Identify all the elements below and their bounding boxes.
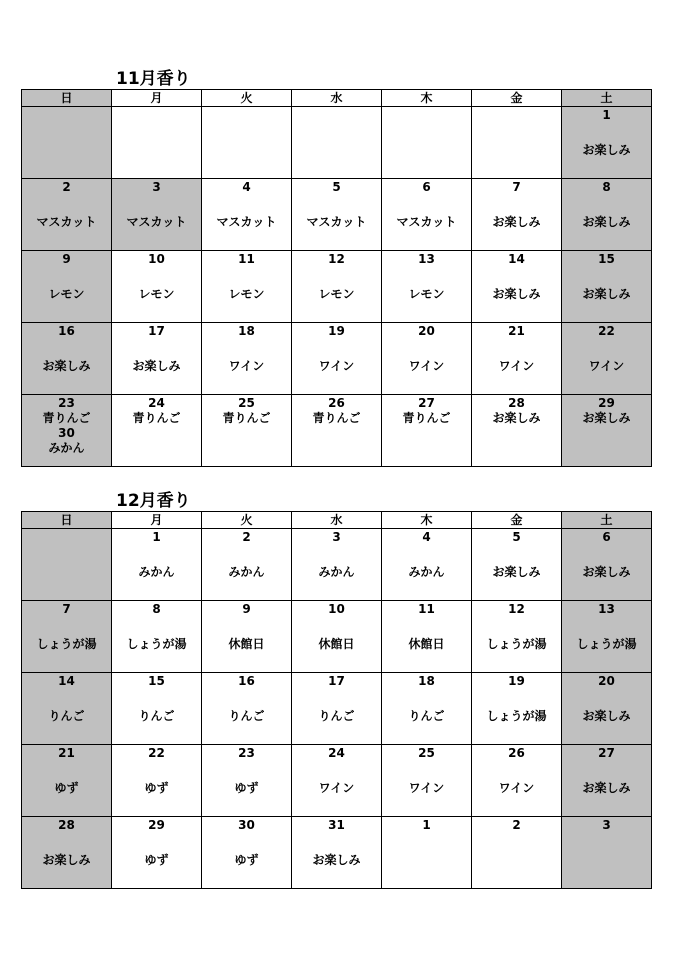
day-cell [112,107,202,179]
day-scent: りんご [228,709,265,723]
day-scent: お楽しみ [582,287,631,301]
day-scent: お楽しみ [42,853,91,867]
week-row [22,395,652,467]
day-scent: 青りんご [402,411,451,425]
day-number: 5 [332,180,341,194]
day-number: 22 [598,324,615,338]
day-scent: みかん [318,565,355,579]
day-number: 9 [62,252,71,266]
day-cell [382,601,472,673]
day-scent: 青りんご [312,411,361,425]
day-cell [112,323,202,395]
day-cell [382,817,472,889]
november-title: 11月香り [116,69,191,89]
december-title: 12月香り [116,491,191,511]
day-number: 9 [242,602,251,616]
day-scent: レモン [228,287,265,301]
day-number: 17 [328,674,345,688]
day-scent: お楽しみ [492,565,541,579]
day-scent: ワイン [498,781,535,795]
day-cell [292,395,382,467]
week-row [22,673,652,745]
day-number: 11 [238,252,255,266]
day-number: 2 [512,818,521,832]
day-cell [22,179,112,251]
day-cell [292,251,382,323]
day-cell [202,395,292,467]
weekday-header-row [22,512,652,529]
day-number: 6 [422,180,431,194]
day-cell [562,745,652,817]
day-number: 23 [238,746,255,760]
day-scent: お楽しみ [582,143,631,157]
day-scent: しょうが湯 [576,637,637,651]
december-calendar [21,511,652,889]
weekday-tue: 火 [202,90,292,107]
day-number: 6 [602,530,611,544]
day-scent: お楽しみ [312,853,361,867]
day-cell [202,323,292,395]
weekday-sat: 土 [562,90,652,107]
day-cell [382,529,472,601]
weekday-sun: 日 [22,512,112,529]
weekday-mon: 月 [112,90,202,107]
day-number: 4 [422,530,431,544]
day-scent: レモン [138,287,175,301]
weekday-sat: 土 [562,512,652,529]
day-number: 20 [418,324,435,338]
day-cell [472,529,562,601]
day-scent: みかん [408,565,445,579]
day-number: 18 [418,674,435,688]
day-scent: りんご [138,709,175,723]
day-cell [382,107,472,179]
day-cell [472,179,562,251]
day-scent: レモン [48,287,85,301]
week-row [22,601,652,673]
day-scent: みかん [138,565,175,579]
weekday-fri: 金 [472,512,562,529]
day-cell [22,323,112,395]
day-number: 8 [152,602,161,616]
day-number: 16 [58,324,75,338]
day-number: 12 [508,602,525,616]
day-cell [22,395,112,467]
day-scent: お楽しみ [132,359,181,373]
day-number: 1 [422,818,431,832]
day-cell [202,529,292,601]
day-scent: ワイン [588,359,625,373]
week-row [22,529,652,601]
day-cell [382,179,472,251]
day-cell [22,107,112,179]
day-scent: レモン [318,287,355,301]
day-number: 2 [62,180,71,194]
day-cell [382,395,472,467]
day-scent: ゆず [234,781,259,795]
day-number: 21 [508,324,525,338]
week-row [22,745,652,817]
week-row [22,251,652,323]
day-scent: しょうが湯 [126,637,187,651]
day-cell [112,601,202,673]
day-cell [382,673,472,745]
day-number: 3 [332,530,341,544]
day-number: 12 [328,252,345,266]
day-cell [292,745,382,817]
weekday-mon: 月 [112,512,202,529]
day-scent: ワイン [318,781,355,795]
day-number: 10 [328,602,345,616]
day-scent: ゆず [144,853,169,867]
day-number: 1 [152,530,161,544]
day-cell [112,529,202,601]
day-number: 14 [508,252,525,266]
day-number: 20 [598,674,615,688]
day-scent: お楽しみ [582,565,631,579]
day-number: 25 [238,396,255,410]
day-scent: お楽しみ [492,215,541,229]
day-scent: レモン [408,287,445,301]
day-scent: お楽しみ [492,287,541,301]
day-number: 19 [328,324,345,338]
day-scent: みかん [228,565,265,579]
day-scent: 青りんご [222,411,271,425]
day-scent: りんご [48,709,85,723]
day-cell [562,107,652,179]
day-cell [22,529,112,601]
day-cell [22,745,112,817]
day-scent: 休館日 [408,637,445,651]
day-scent: マスカット [126,215,187,229]
day-number: 26 [328,396,345,410]
day-number: 14 [58,674,75,688]
day-cell [112,395,202,467]
day-number: 3 [602,818,611,832]
day-scent: 青りんご [42,411,91,425]
day-number: 25 [418,746,435,760]
day-number: 5 [512,530,521,544]
weekday-tue: 火 [202,512,292,529]
day-scent: お楽しみ [582,709,631,723]
day-number: 24 [328,746,345,760]
weekday-fri: 金 [472,90,562,107]
day-number: 11 [418,602,435,616]
day-cell [562,323,652,395]
day-scent: ゆず [144,781,169,795]
day-number: 4 [242,180,251,194]
day-scent: お楽しみ [582,215,631,229]
day-cell [472,323,562,395]
day-cell [112,251,202,323]
day-cell [112,179,202,251]
day-cell [22,817,112,889]
day-cell [22,601,112,673]
day-number: 27 [598,746,615,760]
day-number: 31 [328,818,345,832]
weekday-wed: 水 [292,512,382,529]
day-scent: ワイン [408,781,445,795]
day-number: 29 [598,396,615,410]
day-scent: りんご [408,709,445,723]
day-number: 10 [148,252,165,266]
day-number: 28 [508,396,525,410]
day-scent: しょうが湯 [486,637,547,651]
day-cell [472,395,562,467]
weekday-sun: 日 [22,90,112,107]
day-number: 8 [602,180,611,194]
day-cell [112,817,202,889]
day-number: 19 [508,674,525,688]
day-number: 13 [418,252,435,266]
day-cell [562,601,652,673]
day-cell [562,529,652,601]
day-cell [112,745,202,817]
day-cell [292,673,382,745]
day-scent: りんご [318,709,355,723]
day-cell [562,251,652,323]
week-row [22,323,652,395]
day-number: 15 [598,252,615,266]
day-scent: マスカット [36,215,97,229]
day-scent: みかん [48,441,85,455]
day-cell [562,817,652,889]
day-cell [562,673,652,745]
day-scent: マスカット [396,215,457,229]
day-scent: お楽しみ [492,411,541,425]
day-cell [472,601,562,673]
weekday-header-row [22,90,652,107]
day-cell [202,107,292,179]
november-calendar [21,89,652,467]
day-number: 28 [58,818,75,832]
day-number: 7 [62,602,71,616]
day-cell [472,745,562,817]
day-cell [292,601,382,673]
day-cell [472,107,562,179]
day-cell [22,673,112,745]
day-number: 27 [418,396,435,410]
day-cell [472,673,562,745]
day-number: 30 [58,426,75,440]
day-cell [292,179,382,251]
day-cell [202,817,292,889]
day-scent: お楽しみ [42,359,91,373]
day-scent: ワイン [408,359,445,373]
week-row [22,107,652,179]
day-cell [292,323,382,395]
day-cell [22,251,112,323]
day-scent: ワイン [228,359,265,373]
day-number: 7 [512,180,521,194]
day-cell [112,673,202,745]
day-scent: ワイン [318,359,355,373]
day-cell [202,745,292,817]
day-number: 3 [152,180,161,194]
day-scent: お楽しみ [582,781,631,795]
day-cell [292,107,382,179]
day-cell [472,817,562,889]
day-scent: ゆず [234,853,259,867]
week-row [22,817,652,889]
weekday-thu: 木 [382,512,472,529]
day-number: 16 [238,674,255,688]
day-cell [382,323,472,395]
day-number: 30 [238,818,255,832]
day-cell [202,601,292,673]
day-scent: ワイン [498,359,535,373]
day-cell [202,251,292,323]
day-scent: しょうが湯 [36,637,97,651]
day-number: 15 [148,674,165,688]
day-scent: 青りんご [132,411,181,425]
day-number: 2 [242,530,251,544]
day-cell [562,395,652,467]
day-cell [472,251,562,323]
day-cell [202,673,292,745]
day-scent: マスカット [306,215,367,229]
day-scent: お楽しみ [582,411,631,425]
day-cell [202,179,292,251]
day-cell [292,817,382,889]
day-number: 26 [508,746,525,760]
weekday-thu: 木 [382,90,472,107]
day-scent: 休館日 [318,637,355,651]
week-row [22,179,652,251]
day-scent: しょうが湯 [486,709,547,723]
day-scent: 休館日 [228,637,265,651]
day-cell [292,529,382,601]
day-number: 17 [148,324,165,338]
day-number: 18 [238,324,255,338]
day-scent: ゆず [54,781,79,795]
day-cell [382,251,472,323]
day-number: 24 [148,396,165,410]
day-scent: マスカット [216,215,277,229]
weekday-wed: 水 [292,90,382,107]
day-number: 13 [598,602,615,616]
day-cell [562,179,652,251]
day-number: 23 [58,396,75,410]
day-cell [382,745,472,817]
day-number: 21 [58,746,75,760]
day-number: 29 [148,818,165,832]
day-number: 1 [602,108,611,122]
day-number: 22 [148,746,165,760]
